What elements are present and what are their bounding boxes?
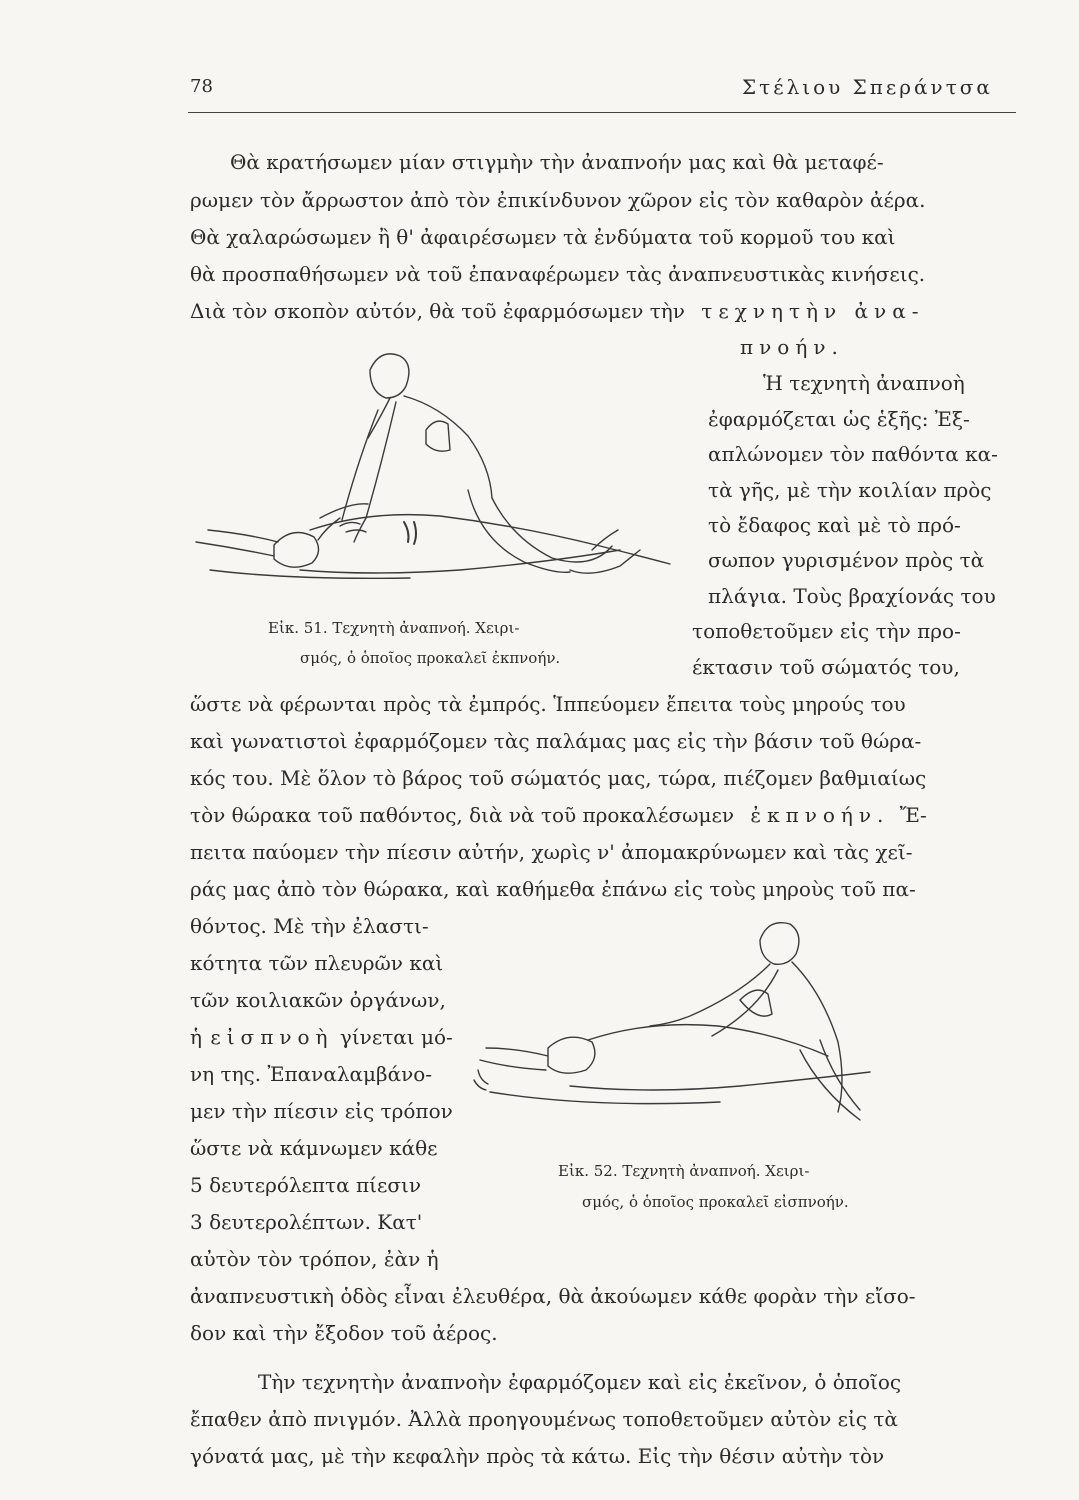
figure-52-illustration [470,900,890,1150]
text-line: τοποθετοῦμεν εἰς τὴν προ- [692,619,961,643]
text-segment: Ἔ- [899,803,927,827]
text-segment: ἡ [190,1025,202,1049]
text-line: νη της. Ἐπαναλαμβάνο- [190,1062,433,1086]
text-line: ὥστε νὰ κάμνωμεν κάθε [190,1136,438,1160]
header-rule [188,112,1016,113]
text-line: Ἡ τεχνητὴ ἀναπνοὴ [763,371,965,395]
text-line: έκτασιν τοῦ σώματός του, [692,655,960,679]
text-line: κός του. Μὲ ὅλον τὸ βάρος τοῦ σώματός μας, τώρα, πιέζομεν βαθμιαίως [190,766,927,790]
text-line: πλάγια. Τοὺς βραχίονάς του [708,584,996,608]
text-line: απλώνομεν τὸν παθόντα κα- [708,442,998,466]
figure-52-caption: Εἰκ. 52. Τεχνητὴ ἀναπνοή. Χειρι- [558,1162,810,1180]
text-line: 5 δευτερόλεπτα πίεσιν [190,1173,421,1197]
text-line: σωπον γυρισμένον πρὸς τὰ [708,548,985,572]
text-line: τῶν κοιλιακῶν ὀργάνων, [190,988,446,1012]
text-line: 3 δευτερολέπτων. Κατ' [190,1210,423,1234]
text-line: καὶ γωνατιστοὶ ἐφαρμόζομεν τὰς παλάμας μας εἰς τὴν βάσιν τοῦ θώρα- [190,729,922,753]
text-line [190,301,924,321]
text-line [190,1027,453,1047]
text-line: γόνατά μας, μὲ τὴν κεφαλὴν πρὸς τὰ κάτω. Εἰς τὴν θέσιν αὐτὴν τὸν [190,1444,885,1468]
running-title: Στέλιου Σπεράντσα [742,75,993,99]
text-line: Θὰ κρατήσωμεν μίαν στιγμὴν τὴν ἀναπνοήν μας καὶ θὰ μεταφέ- [230,150,884,174]
text-line: Θὰ χαλαρώσωμεν ἢ θ' ἀφαιρέσωμεν τὰ ἐνδύματα τοῦ κορμοῦ του καὶ [190,225,896,249]
text-segment: Διὰ τὸν σκοπὸν αὐτόν, θὰ τοῦ ἐφαρμόσωμεν τὴν [190,299,685,323]
text-line: θόντος. Μὲ τὴν ἐλαστι- [190,914,429,938]
text-segment: γίνεται μό- [339,1025,453,1049]
figure-51-illustration [190,340,695,605]
text-line: τὰ γῆς, μὲ τὴν κοιλίαν πρὸς [708,478,992,502]
text-line: Τὴν τεχνητὴν ἀναπνοὴν ἐφαρμόζομεν καὶ εἰς ἐκεῖνον, ὁ ὁποῖος [258,1370,902,1394]
text-line: τὸ ἔδαφος καὶ μὲ τὸ πρό- [708,513,961,537]
text-line: πειτα παύομεν τὴν πίεσιν αὐτήν, χωρὶς ν' ἀπομακρύνωμεν καὶ τὰς χεῖ- [190,840,913,864]
text-line: ἐφαρμόζεται ὡς ἑξῆς: Ἐξ- [708,407,970,431]
spaced-term: τεχνητὴν ἀνα- [701,299,925,323]
text-line: δον καὶ τὴν ἔξοδον τοῦ ἀέρος. [190,1321,498,1345]
figure-52-caption: σμός, ὁ ὁποῖος προκαλεῖ εἰσπνοήν. [582,1193,849,1211]
text-line: μεν τὴν πίεσιν εἰς τρόπον [190,1099,453,1123]
text-line: ρωμεν τὸν ἄρρωστον ἀπὸ τὸν ἐπικίνδυνον χῶρον εἰς τὸν καθαρὸν ἀέρα. [190,188,926,212]
text-line: ἀναπνευστικὴ ὁδὸς εἶναι ἐλευθέρα, θὰ ἀκούωμεν κάθε φορὰν τὴν εἴσο- [190,1284,916,1308]
page-number: 78 [190,76,213,97]
text-line: ἔπαθεν ἀπὸ πνιγμόν. Ἀλλὰ προηγουμένως τοποθετοῦμεν αὐτὸν εἰς τὰ [190,1407,898,1431]
spaced-term: πνοήν. [740,335,844,359]
text-line: θὰ προσπαθήσωμεν νὰ τοῦ ἐπαναφέρωμεν τὰς ἀναπνευστικὰς κινήσεις. [190,262,926,286]
text-line: ὥστε νὰ φέρωνται πρὸς τὰ ἐμπρός. Ἱππεύομεν ἔπειτα τοὺς μηρούς του [190,692,906,716]
spaced-term: εἰσπνοὴ [210,1025,334,1049]
figure-51-caption: σμός, ὁ ὁποῖος προκαλεῖ ἐκπνοήν. [300,649,561,667]
spaced-term: ἐκπνοήν. [750,803,890,827]
text-line: κότητα τῶν πλευρῶν καὶ [190,951,444,975]
text-line: ράς μας ἀπὸ τὸν θώρακα, καὶ καθήμεθα ἐπάνω εἰς τοὺς μηροὺς τοῦ πα- [190,877,916,901]
figure-51-caption: Εἰκ. 51. Τεχνητὴ ἀναπνοή. Χειρι- [268,619,520,637]
text-line: αὐτὸν τὸν τρόπον, ἐὰν ἡ [190,1247,439,1271]
text-line [190,805,927,825]
text-segment: τὸν θώρακα τοῦ παθόντος, διὰ νὰ τοῦ προκαλέσωμεν [190,803,734,827]
